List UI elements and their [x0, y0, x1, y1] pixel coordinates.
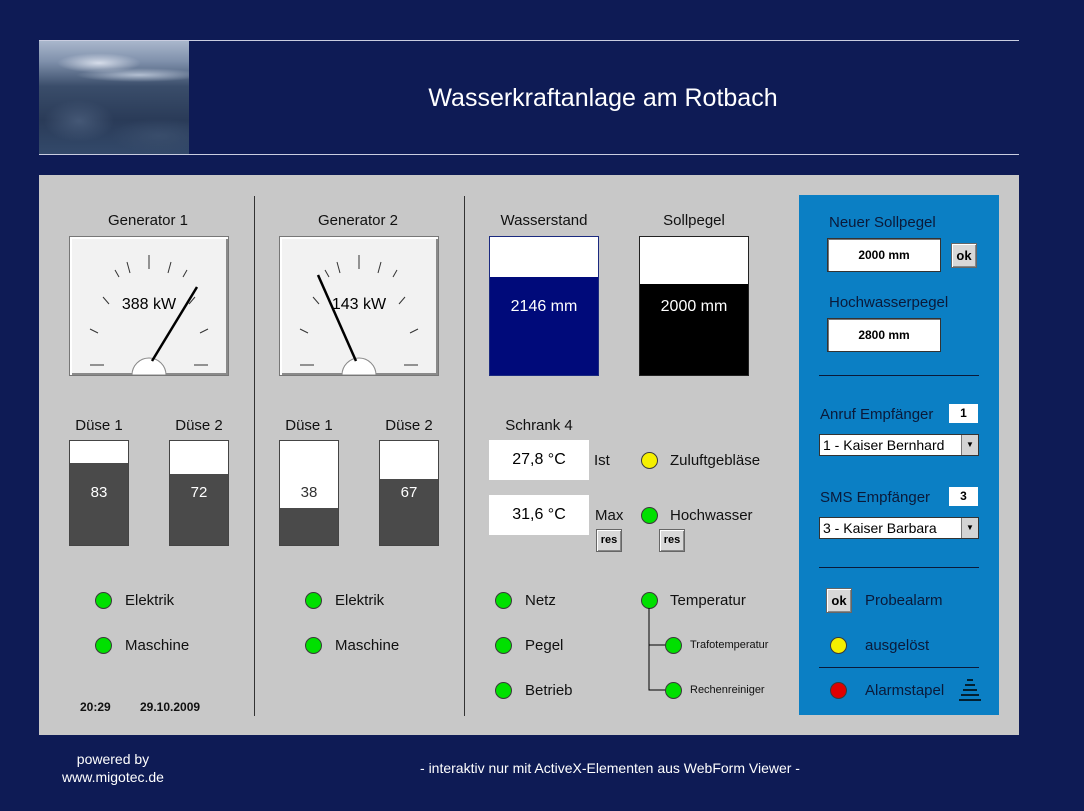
control-divider-1: [819, 375, 979, 376]
dropdown-arrow-icon[interactable]: ▼: [961, 518, 978, 538]
gen1-nozzle-1-label: Düse 1: [75, 417, 123, 434]
sollpegel-tank: [639, 236, 749, 376]
gen1-nozzle-2-label: Düse 2: [175, 417, 223, 434]
hochwasser-label: Hochwasser: [670, 507, 753, 524]
header-bottom-rule: [39, 154, 1019, 155]
netz-label: Netz: [525, 592, 556, 609]
alarmstapel-label: Alarmstapel: [865, 682, 945, 699]
anruf-empfaenger-select[interactable]: [819, 434, 979, 456]
probealarm-label: Probealarm: [865, 592, 943, 609]
pegel-status-icon: [495, 637, 512, 654]
netz-status-icon: [495, 592, 512, 609]
gen2-nozzle-2-bar: [379, 440, 439, 546]
dropdown-arrow-icon[interactable]: ▼: [961, 435, 978, 455]
ausgeloest-label: ausgelöst: [865, 637, 930, 654]
zuluft-status-icon: [641, 452, 658, 469]
generator-2-power: 143 kW: [331, 296, 387, 313]
separator-gen2: [464, 196, 465, 716]
generator-1-power: 388 kW: [121, 296, 177, 313]
gen2-elektrik-status-icon: [305, 592, 322, 609]
alarmstapel-status-icon: [830, 682, 847, 699]
anruf-empfaenger-number: 1: [949, 404, 978, 423]
hochwasserpegel-label: Hochwasserpegel: [829, 294, 949, 311]
schrank-ist-value: 27,8 °C: [489, 440, 589, 480]
neuer-sollpegel-label: Neuer Sollpegel: [829, 214, 936, 231]
anruf-empfaenger-selected: 1 - Kaiser Bernhard: [823, 437, 945, 453]
gen1-maschine-label: Maschine: [125, 637, 190, 654]
generator-2-gauge: [279, 236, 439, 376]
wasserstand-tank: [489, 236, 599, 376]
zuluft-label: Zuluftgebläse: [670, 452, 761, 469]
schrank-ist-label: Ist: [594, 452, 610, 469]
trafotemperatur-label: Trafotemperatur: [690, 639, 769, 651]
alarm-stack-icon[interactable]: [956, 678, 984, 702]
control-divider-2: [819, 567, 979, 568]
gen1-elektrik-label: Elektrik: [125, 592, 175, 609]
powered-by-link[interactable]: www.migotec.de: [62, 769, 164, 785]
gen2-nozzle-1-label: Düse 1: [285, 417, 333, 434]
sollpegel-label: Sollpegel: [663, 212, 725, 229]
nozzle-fill: [70, 463, 128, 545]
generator-2-title: Generator 2: [317, 212, 399, 229]
trafotemperatur-status-icon: [665, 637, 682, 654]
powered-by: [40, 750, 186, 786]
nozzle-fill: [280, 508, 338, 545]
gen2-maschine-label: Maschine: [335, 637, 400, 654]
reset-max-button[interactable]: res: [596, 529, 622, 552]
gen1-elektrik-status-icon: [95, 592, 112, 609]
clock-date: 29.10.2009: [140, 700, 201, 714]
gen2-nozzle-1-value: 38: [300, 484, 318, 501]
ausgeloest-status-icon: [830, 637, 847, 654]
reset-hochwasser-button[interactable]: res: [659, 529, 685, 552]
sms-empfaenger-number: 3: [949, 487, 978, 506]
temperatur-label: Temperatur: [670, 592, 746, 609]
sms-empfaenger-select[interactable]: [819, 517, 979, 539]
gauge-needle: [318, 275, 356, 361]
powered-by-line-1: powered by: [76, 751, 150, 767]
betrieb-label: Betrieb: [525, 682, 573, 699]
gen1-nozzle-1-value: 83: [90, 484, 108, 501]
header-water-image: [39, 41, 189, 154]
sms-empfaenger-selected: 3 - Kaiser Barbara: [823, 520, 937, 536]
gen1-maschine-status-icon: [95, 637, 112, 654]
wasserstand-value: 2146 mm: [510, 298, 578, 315]
anruf-empfaenger-label: Anruf Empfänger: [820, 406, 934, 423]
footer-note: - interaktiv nur mit ActiveX-Elementen aus WebForm Viewer -: [420, 760, 800, 776]
gen2-nozzle-2-value: 67: [400, 484, 418, 501]
gen2-nozzle-1-bar: [279, 440, 339, 546]
generator-1-gauge: [69, 236, 229, 376]
sms-empfaenger-label: SMS Empfänger: [820, 489, 931, 506]
probealarm-ok-button[interactable]: ok: [826, 588, 852, 613]
schrank-max-value: 31,6 °C: [489, 495, 589, 535]
gen1-nozzle-1-bar: [69, 440, 129, 546]
betrieb-status-icon: [495, 682, 512, 699]
sollpegel-value: 2000 mm: [660, 298, 728, 315]
generator-1-title: Generator 1: [107, 212, 189, 229]
gen1-nozzle-2-bar: [169, 440, 229, 546]
page-title: Wasserkraftanlage am Rotbach: [428, 84, 778, 112]
gen2-elektrik-label: Elektrik: [335, 592, 385, 609]
gen2-nozzle-2-label: Düse 2: [385, 417, 433, 434]
rechenreiniger-status-icon: [665, 682, 682, 699]
schrank-title: Schrank 4: [505, 417, 573, 434]
separator-gen1: [254, 196, 255, 716]
gen1-nozzle-2-value: 72: [190, 484, 208, 501]
gen2-maschine-status-icon: [305, 637, 322, 654]
rechenreiniger-label: Rechenreiniger: [690, 684, 765, 696]
tank-fill: [490, 277, 598, 375]
hochwasserpegel-input[interactable]: 2800 mm: [827, 318, 941, 352]
pegel-label: Pegel: [525, 637, 564, 654]
neuer-sollpegel-input[interactable]: 2000 mm: [827, 238, 941, 272]
sollpegel-ok-button[interactable]: ok: [951, 243, 977, 268]
wasserstand-label: Wasserstand: [500, 212, 588, 229]
schrank-max-label: Max: [595, 507, 624, 524]
clock-time: 20:29: [80, 700, 111, 714]
control-divider-3: [819, 667, 979, 668]
hochwasser-status-icon: [641, 507, 658, 524]
